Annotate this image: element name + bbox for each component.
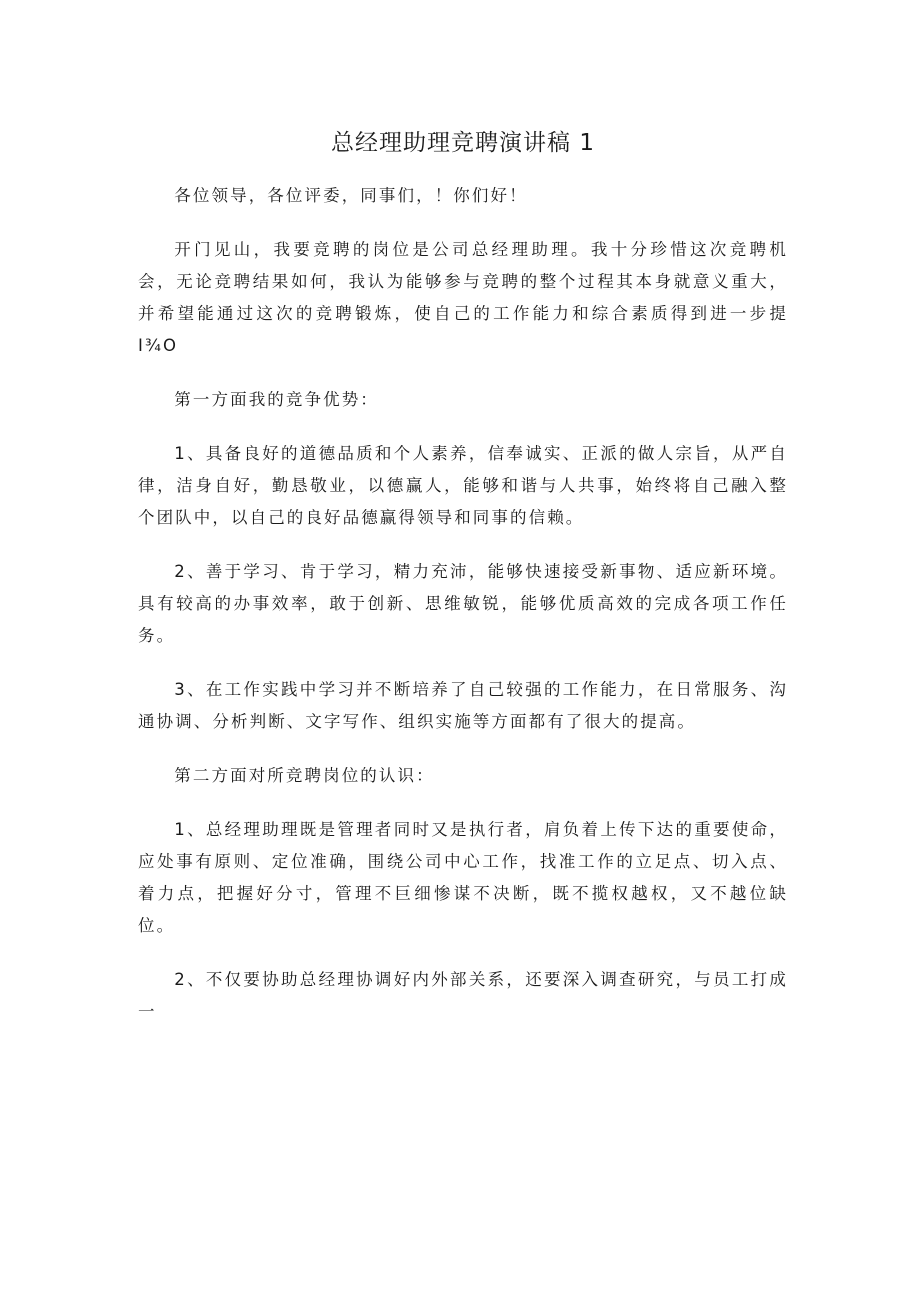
paragraph-understanding-2: 2、不仅要协助总经理协调好内外部关系，还要深入调查研究，与员工打成一 — [138, 970, 788, 1021]
paragraph-understanding-1: 1、总经理助理既是管理者同时又是执行者，肩负着上传下达的重要使命，应处事有原则、定位准确，围绕公司中心工作，找准工作的立足点、切入点、着力点，把握好分寸，管理不巨细惨谋不决断，既不揽权越权，又不越位缺位。 — [138, 820, 788, 935]
page-title: 总经理助理竞聘演讲稿 1 — [331, 130, 595, 156]
paragraph-advantage-1: 1、具备良好的道德品质和个人素养，信奉诚实、正派的做人宗旨，从严自律，洁身自好，勤恳敬业，以德赢人，能够和谐与人共事，始终将自己融入整个团队中，以自己的良好品德赢得领导和同事的信赖。 — [138, 444, 788, 527]
section-heading-advantages: 第一方面我的竞争优势： — [174, 390, 379, 409]
paragraph-advantage-3: 3、在工作实践中学习并不断培养了自己较强的工作能力，在日常服务、沟通协调、分析判断、文字写作、组织实施等方面都有了很大的提高。 — [138, 680, 788, 731]
paragraph-advantage-2: 2、善于学习、肯于学习，精力充沛，能够快速接受新事物、适应新环境。具有较高的办事效率，敢于创新、思维敏锐，能够优质高效的完成各项工作任务。 — [138, 562, 788, 645]
section-heading-understanding: 第二方面对所竞聘岗位的认识： — [174, 766, 435, 785]
paragraph-greeting: 各位领导，各位评委，同事们，！你们好！ — [174, 186, 528, 205]
paragraph-intro: 开门见山，我要竞聘的岗位是公司总经理助理。我十分珍惜这次竞聘机会，无论竞聘结果如何，我认为能够参与竞聘的整个过程其本身就意义重大，并希望能通过这次的竞聘锻炼，使自己的工作能力和综合素质得到进一步提 I¾O — [138, 240, 788, 355]
